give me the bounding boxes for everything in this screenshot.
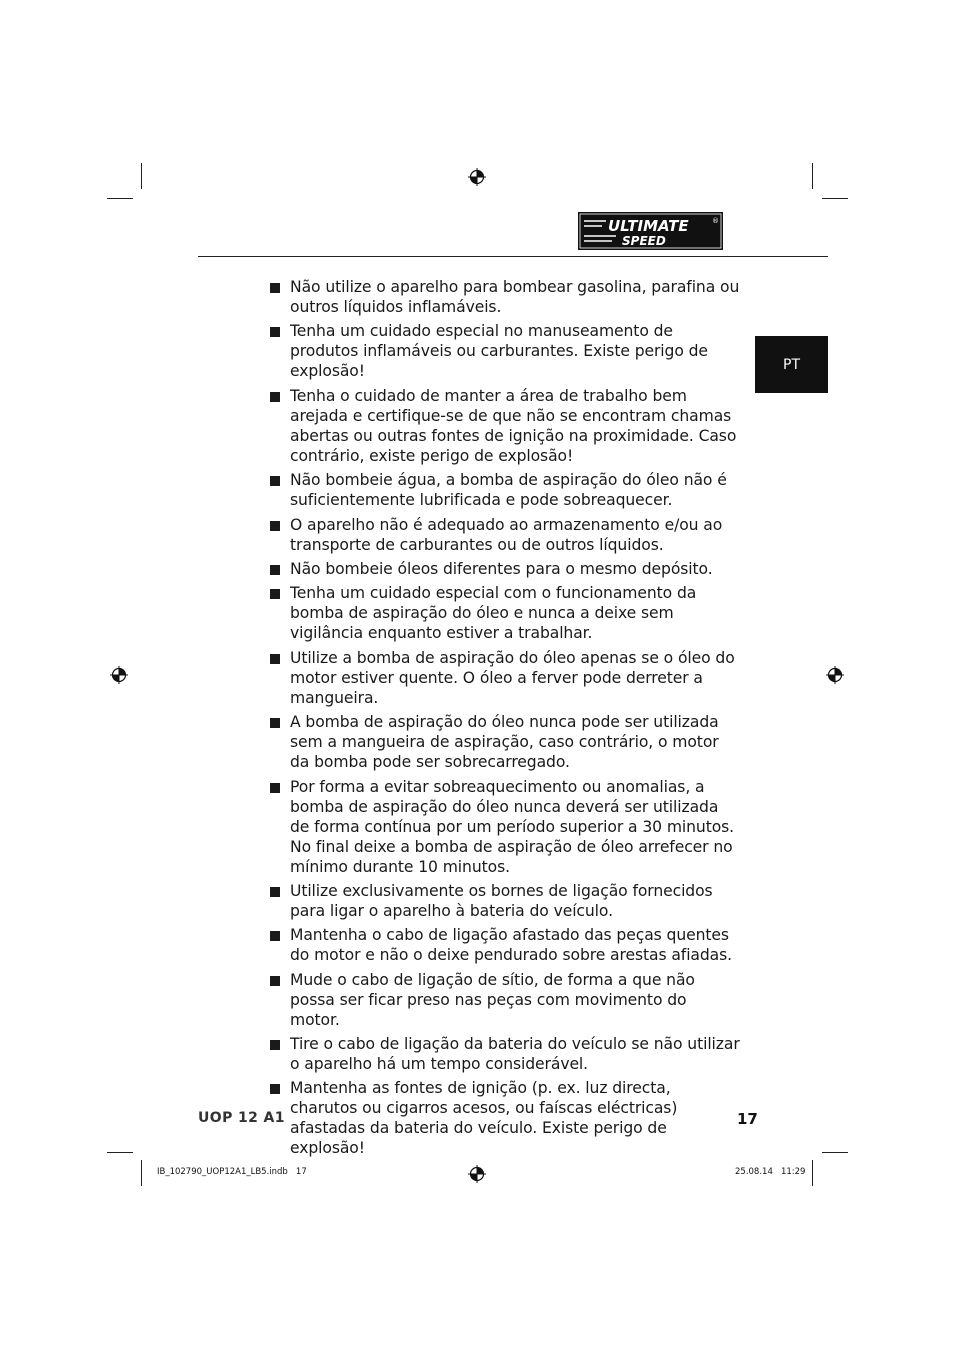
language-tab	[755, 336, 828, 393]
registration-mark-icon	[110, 666, 128, 684]
list-item: Por forma a evitar sobreaquecimento ou anomalias, a bomba de aspiração do óleo nunca deverá ser utilizada de forma contínua por um período superior a 30 minutos. No final deixe a bomba de aspiração de óleo arrefecer no mínimo durante 10 minutos.	[270, 777, 740, 877]
brand-logo	[578, 212, 723, 250]
crop-mark	[141, 163, 142, 189]
list-item: Não utilize o aparelho para bombear gasolina, parafina ou outros líquidos inflamáveis.	[270, 277, 740, 317]
svg-text:SPEED: SPEED	[622, 234, 666, 248]
header-rule	[198, 256, 828, 257]
bullet-square-icon	[270, 476, 280, 486]
list-item: Utilize a bomba de aspiração do óleo apenas se o óleo do motor estiver quente. O óleo a ferver pode derreter a mangueira.	[270, 648, 740, 708]
bullet-square-icon	[270, 783, 280, 793]
list-item: Tire o cabo de ligação da bateria do veículo se não utilizar o aparelho há um tempo considerável.	[270, 1034, 740, 1074]
list-item: Mude o cabo de ligação de sítio, de forma a que não possa ser ficar preso nas peças com movimento do motor.	[270, 970, 740, 1030]
bullet-square-icon	[270, 1040, 280, 1050]
list-item: A bomba de aspiração do óleo nunca pode ser utilizada sem a mangueira de aspiração, caso contrário, o motor da bomba pode ser sobrecarregado.	[270, 712, 740, 772]
registration-mark-icon	[468, 1165, 486, 1183]
crop-mark	[822, 198, 848, 199]
list-item: Não bombeie água, a bomba de aspiração do óleo não é suficientemente lubrificada e pode sobreaquecer.	[270, 470, 740, 510]
crop-mark	[107, 198, 133, 199]
bullet-square-icon	[270, 887, 280, 897]
crop-mark	[812, 1160, 813, 1186]
bullet-square-icon	[270, 718, 280, 728]
list-item: Tenha o cuidado de manter a área de trabalho bem arejada e certifique-se de que não se encontram chamas abertas ou outras fontes de ignição na proximidade. Caso contrário, existe perigo de explosão!	[270, 386, 740, 466]
bullet-square-icon	[270, 521, 280, 531]
crop-mark	[822, 1152, 848, 1153]
registration-mark-icon	[826, 666, 844, 684]
list-item: Mantenha o cabo de ligação afastado das peças quentes do motor e não o deixe pendurado sobre arestas afiadas.	[270, 925, 740, 965]
list-item: Utilize exclusivamente os bornes de ligação fornecidos para ligar o aparelho à bateria do veículo.	[270, 881, 740, 921]
print-slug-file: IB_102790_UOP12A1_LB5.indb 17	[157, 1167, 307, 1177]
bullet-square-icon	[270, 1084, 280, 1094]
svg-text:®: ®	[712, 217, 719, 225]
registration-mark-icon	[468, 168, 486, 186]
bullet-square-icon	[270, 392, 280, 402]
crop-mark	[141, 1160, 142, 1186]
language-tab-label: PT	[783, 356, 800, 373]
bullet-square-icon	[270, 931, 280, 941]
list-item: Tenha um cuidado especial com o funcionamento da bomba de aspiração do óleo e nunca a deixe sem vigilância enquanto estiver a trabalhar.	[270, 583, 740, 643]
crop-mark	[812, 163, 813, 189]
bullet-square-icon	[270, 283, 280, 293]
bullet-square-icon	[270, 976, 280, 986]
list-item: O aparelho não é adequado ao armazenamento e/ou ao transporte de carburantes ou de outros líquidos.	[270, 515, 740, 555]
list-item: Não bombeie óleos diferentes para o mesmo depósito.	[270, 559, 740, 579]
page-number: 17	[737, 1110, 758, 1128]
crop-mark	[107, 1152, 133, 1153]
footer-model-number: UOP 12 A1	[198, 1110, 285, 1126]
bullet-square-icon	[270, 327, 280, 337]
print-slug-datetime: 25.08.14 11:29	[735, 1167, 806, 1177]
safety-instructions-list	[270, 277, 740, 1163]
svg-text:ULTIMATE: ULTIMATE	[608, 217, 689, 235]
list-item: Mantenha as fontes de ignição (p. ex. luz directa, charutos ou cigarros acesos, ou faíscas eléctricas) afastadas da bateria do veículo. Existe perigo de explosão!	[270, 1078, 740, 1158]
list-item: Tenha um cuidado especial no manuseamento de produtos inflamáveis ou carburantes. Existe perigo de explosão!	[270, 321, 740, 381]
bullet-square-icon	[270, 654, 280, 664]
bullet-square-icon	[270, 565, 280, 575]
bullet-square-icon	[270, 589, 280, 599]
